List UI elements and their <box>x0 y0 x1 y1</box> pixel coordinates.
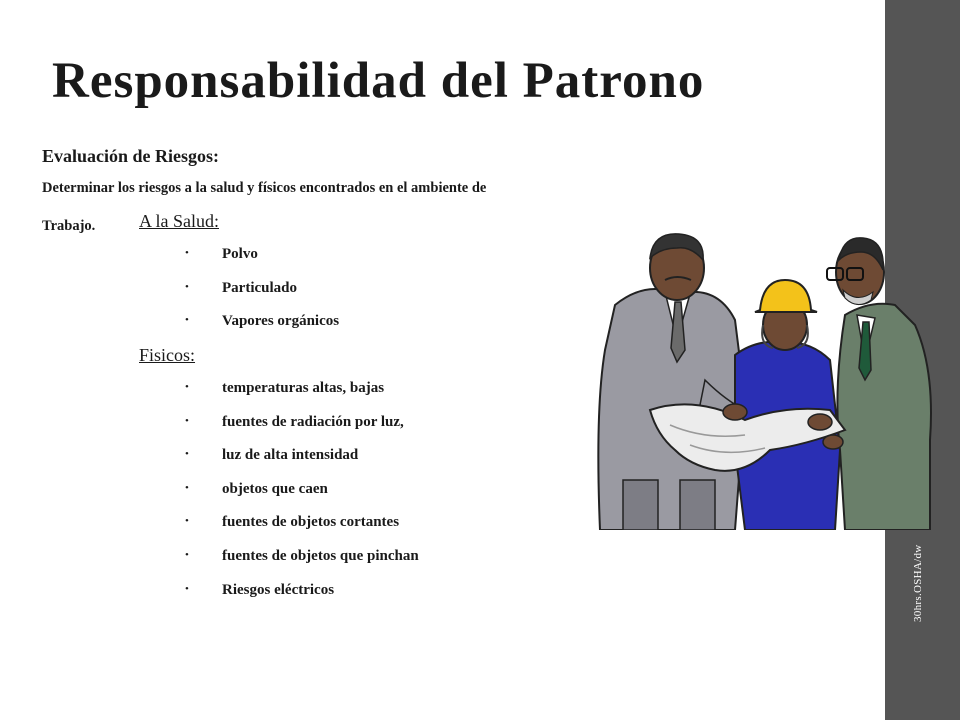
bullet-icon: • <box>185 448 189 461</box>
list-item-text: temperaturas altas, bajas <box>222 380 385 396</box>
list-item <box>185 548 419 582</box>
bullet-icon: • <box>185 515 189 528</box>
list-item-text: luz de alta intensidad <box>222 447 359 464</box>
list-item <box>185 280 339 314</box>
physical-subheading: Fisicos: <box>139 345 196 365</box>
workers-blueprint-illustration <box>595 230 935 530</box>
list-item-text: Vapores orgánicos <box>222 313 340 330</box>
intro-text-line1: Determinar los riesgos a la salud y físicos encontrados en el ambiente de <box>42 180 487 196</box>
list-item-text: Particulado <box>222 279 297 296</box>
bullet-icon: • <box>185 247 189 259</box>
bullet-icon: • <box>185 548 189 561</box>
slide-title: Responsabilidad del Patrono <box>52 53 705 109</box>
list-item <box>185 414 419 448</box>
intro-text-line2: Trabajo. <box>42 218 96 234</box>
health-subheading: A la Salud: <box>139 211 219 231</box>
list-item-text: objetos que caen <box>222 480 328 497</box>
list-item <box>185 514 419 548</box>
list-item <box>185 447 419 481</box>
list-item <box>185 582 419 616</box>
list-item-text: fuentes de radiación por luz, <box>222 413 404 430</box>
bullet-icon: • <box>185 314 189 327</box>
list-item-text: fuentes de objetos cortantes <box>222 514 400 531</box>
bullet-icon: • <box>185 280 189 293</box>
list-item <box>185 380 419 414</box>
bullet-icon: • <box>185 582 189 595</box>
bullet-icon: • <box>185 381 189 393</box>
list-item <box>185 481 419 515</box>
bullet-icon: • <box>185 414 189 427</box>
list-item-text: Polvo <box>222 246 258 262</box>
health-risk-list <box>185 246 339 347</box>
section-heading: Evaluación de Riesgos: <box>42 146 220 166</box>
bullet-icon: • <box>185 481 189 494</box>
list-item <box>185 246 339 280</box>
list-item-text: fuentes de objetos que pinchan <box>222 547 419 564</box>
footer-vertical-text: 30hrs.OSHA/dw <box>912 544 924 622</box>
list-item <box>185 313 339 347</box>
physical-risk-list <box>185 380 419 615</box>
list-item-text: Riesgos eléctricos <box>222 581 335 598</box>
